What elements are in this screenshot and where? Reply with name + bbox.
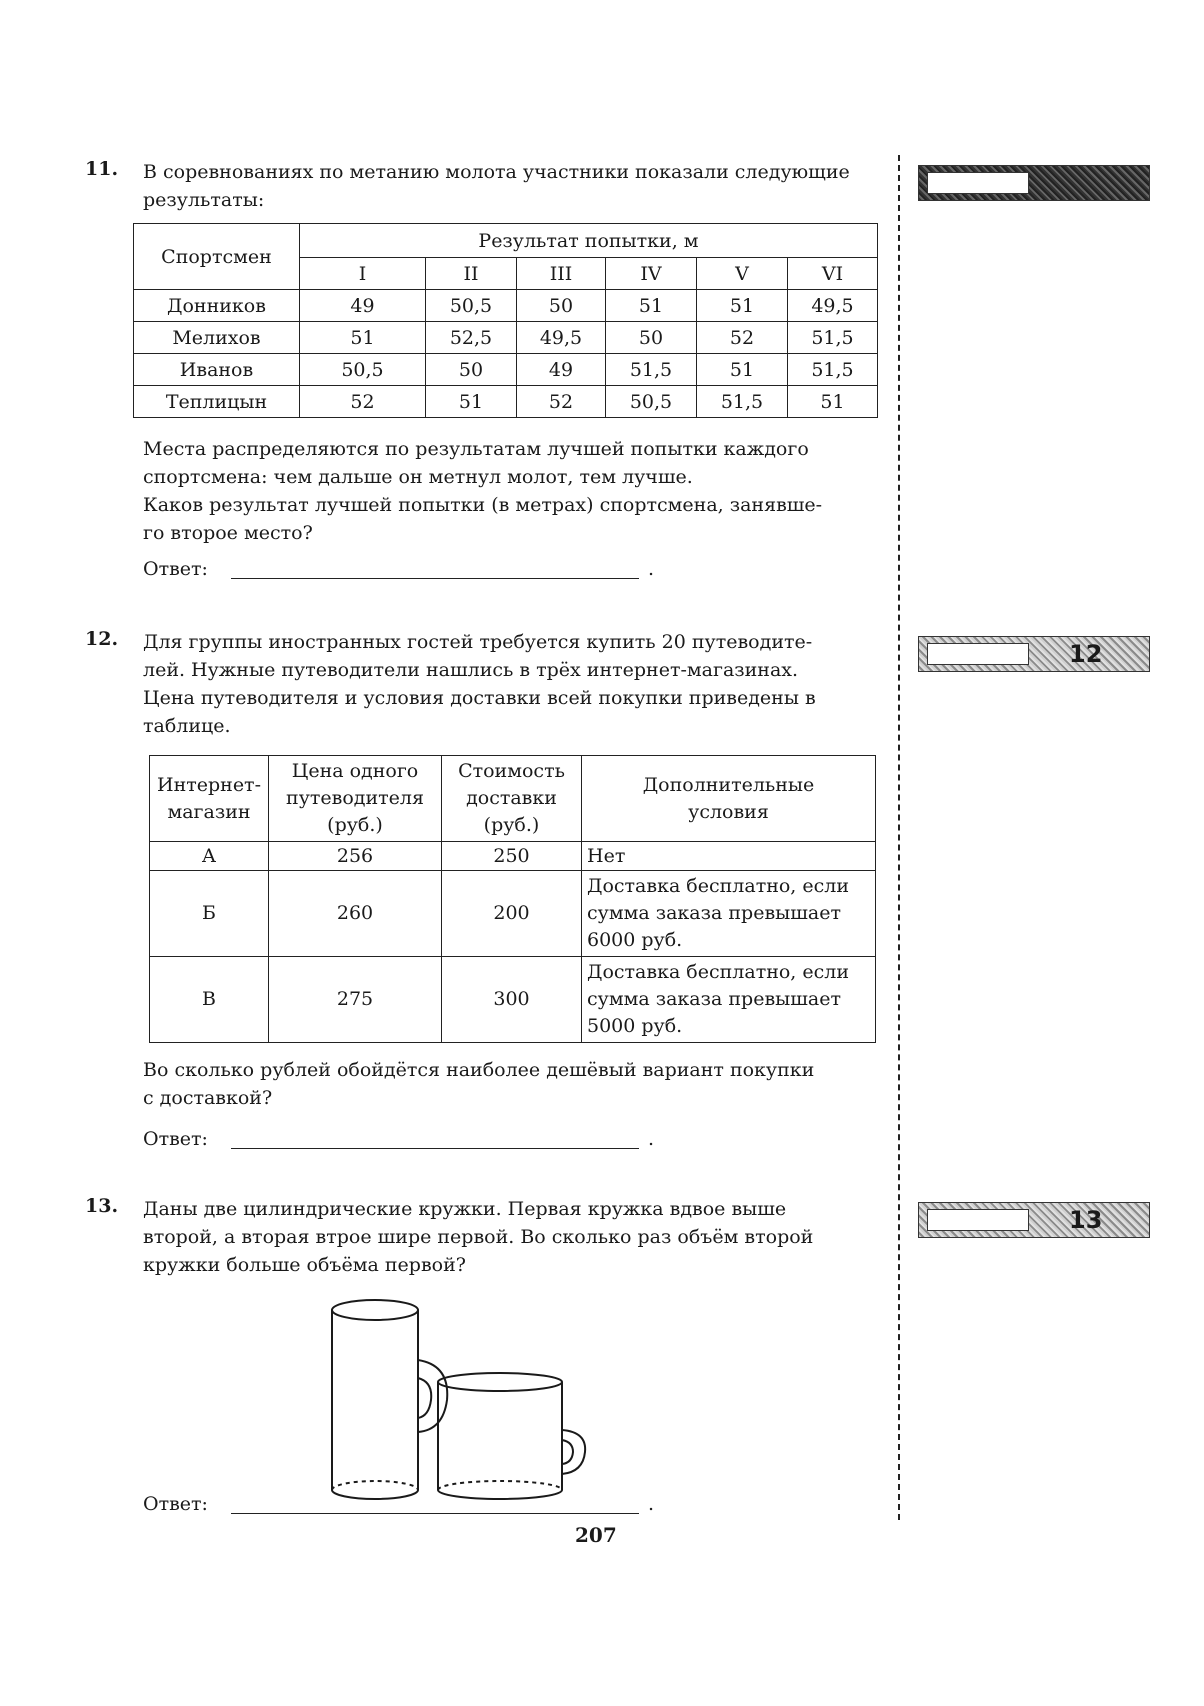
shops-table [149, 755, 876, 1043]
table-cell: 51,5 [697, 386, 788, 418]
table-cell: 52 [517, 386, 606, 418]
task-line: кружки больше объёма первой? [143, 1254, 466, 1276]
athlete-name: Мелихов [134, 322, 300, 354]
conditions-cell: Нет [582, 842, 876, 871]
header-price: Цена одного путеводителя (руб.) [269, 756, 442, 842]
task-line: Цена путеводителя и условия доставки всей покупки приведены в [143, 687, 816, 709]
task-line: Во сколько рублей обойдётся наиболее дешёвый вариант покупки [143, 1059, 815, 1081]
table-cell: 256 [269, 842, 442, 871]
task-12 [85, 628, 880, 1158]
header-shop: Интернет- магазин [150, 756, 269, 842]
task-number: 12. [85, 628, 119, 650]
answer-mark-12 [918, 636, 1150, 672]
table-row [134, 386, 878, 418]
mark-label: 12 [1069, 640, 1103, 668]
table-cell: 50 [426, 354, 517, 386]
answer-label: Ответ: [143, 1128, 208, 1150]
header-delivery: Стоимость доставки (руб.) [442, 756, 582, 842]
mark-box [927, 172, 1029, 194]
shop-name: А [150, 842, 269, 871]
results-table [133, 223, 878, 418]
task-line: лей. Нужные путеводители нашлись в трёх интернет-магазинах. [143, 659, 799, 681]
table-cell: 250 [442, 842, 582, 871]
table-cell: 50 [606, 322, 697, 354]
task-text [143, 158, 880, 214]
task-line: Места распределяются по результатам лучшей попытки каждого [143, 438, 809, 460]
task-line: таблице. [143, 715, 231, 737]
table-cell: 260 [269, 871, 442, 957]
table-cell: 275 [269, 957, 442, 1043]
answer-field[interactable] [143, 1128, 655, 1150]
answer-line[interactable] [231, 1148, 639, 1149]
answer-line[interactable] [231, 1513, 639, 1514]
table-cell: 51 [606, 290, 697, 322]
table-cell: 51 [697, 354, 788, 386]
table-row [150, 871, 876, 957]
table-cell: 51 [426, 386, 517, 418]
conditions-cell: Доставка бесплатно, если сумма заказа превышает 6000 руб. [582, 871, 876, 957]
answer-field[interactable] [143, 558, 655, 580]
task-text [143, 435, 880, 547]
task-text [143, 1056, 880, 1112]
mugs-figure [325, 1290, 725, 1510]
answer-label: Ответ: [143, 1493, 208, 1515]
header-attempt: VI [788, 258, 878, 290]
table-cell: 52,5 [426, 322, 517, 354]
header-attempt: IV [606, 258, 697, 290]
wide-mug [438, 1373, 585, 1499]
task-line: Каков результат лучшей попытки (в метрах) спортсмена, занявше- [143, 494, 823, 516]
table-cell: 50,5 [300, 354, 426, 386]
answer-dot: . [648, 558, 655, 580]
table-cell: 52 [697, 322, 788, 354]
task-line: второй, а вторая втрое шире первой. Во сколько раз объём второй [143, 1226, 814, 1248]
table-row [150, 842, 876, 871]
mark-box [927, 1209, 1029, 1231]
table-cell: 49,5 [517, 322, 606, 354]
task-number: 13. [85, 1195, 119, 1217]
task-line: го второе место? [143, 522, 313, 544]
header-attempt: V [697, 258, 788, 290]
table-cell: 52 [300, 386, 426, 418]
table-cell: 49 [300, 290, 426, 322]
task-line: спортсмена: чем дальше он метнул молот, тем лучше. [143, 466, 693, 488]
task-11 [85, 158, 880, 578]
table-cell: 49,5 [788, 290, 878, 322]
table-cell: 51,5 [606, 354, 697, 386]
answer-dot: . [648, 1493, 655, 1515]
answer-dot: . [648, 1128, 655, 1150]
table-cell: 51 [788, 386, 878, 418]
task-line: В соревнованиях по метанию молота участники показали следующие [143, 161, 850, 183]
table-cell: 51,5 [788, 322, 878, 354]
table-cell: 51 [697, 290, 788, 322]
table-cell: 50 [517, 290, 606, 322]
header-result: Результат попытки, м [300, 224, 878, 258]
mark-box [927, 643, 1029, 665]
page-number: 207 [575, 1523, 617, 1547]
shop-name: Б [150, 871, 269, 957]
table-cell: 51 [300, 322, 426, 354]
task-text [143, 1195, 880, 1279]
table-cell: 200 [442, 871, 582, 957]
header-attempt: I [300, 258, 426, 290]
table-row [134, 354, 878, 386]
table-cell: 51,5 [788, 354, 878, 386]
task-line: Для группы иностранных гостей требуется купить 20 путеводите- [143, 631, 813, 653]
table-cell: 49 [517, 354, 606, 386]
table-row [150, 957, 876, 1043]
table-cell: 300 [442, 957, 582, 1043]
mark-label: 13 [1069, 1206, 1103, 1234]
athlete-name: Иванов [134, 354, 300, 386]
task-line: Даны две цилиндрические кружки. Первая кружка вдвое выше [143, 1198, 787, 1220]
task-13 [85, 1195, 880, 1520]
athlete-name: Теплицын [134, 386, 300, 418]
task-text [143, 628, 880, 740]
tall-mug [332, 1300, 447, 1499]
table-cell: 50,5 [606, 386, 697, 418]
answer-mark-13 [918, 1202, 1150, 1238]
cut-line [898, 155, 900, 1520]
answer-mark-11 [918, 165, 1150, 201]
athlete-name: Донников [134, 290, 300, 322]
task-number: 11. [85, 158, 119, 180]
task-line: с доставкой? [143, 1087, 273, 1109]
shop-name: В [150, 957, 269, 1043]
table-row [134, 322, 878, 354]
header-attempt: II [426, 258, 517, 290]
answer-field[interactable] [143, 1493, 655, 1515]
answer-line[interactable] [231, 578, 639, 579]
table-cell: 50,5 [426, 290, 517, 322]
header-attempt: III [517, 258, 606, 290]
header-athlete: Спортсмен [134, 224, 300, 290]
table-row [134, 290, 878, 322]
task-line: результаты: [143, 189, 265, 211]
header-conditions: Дополнительные условия [582, 756, 876, 842]
answer-label: Ответ: [143, 558, 208, 580]
conditions-cell: Доставка бесплатно, если сумма заказа превышает 5000 руб. [582, 957, 876, 1043]
